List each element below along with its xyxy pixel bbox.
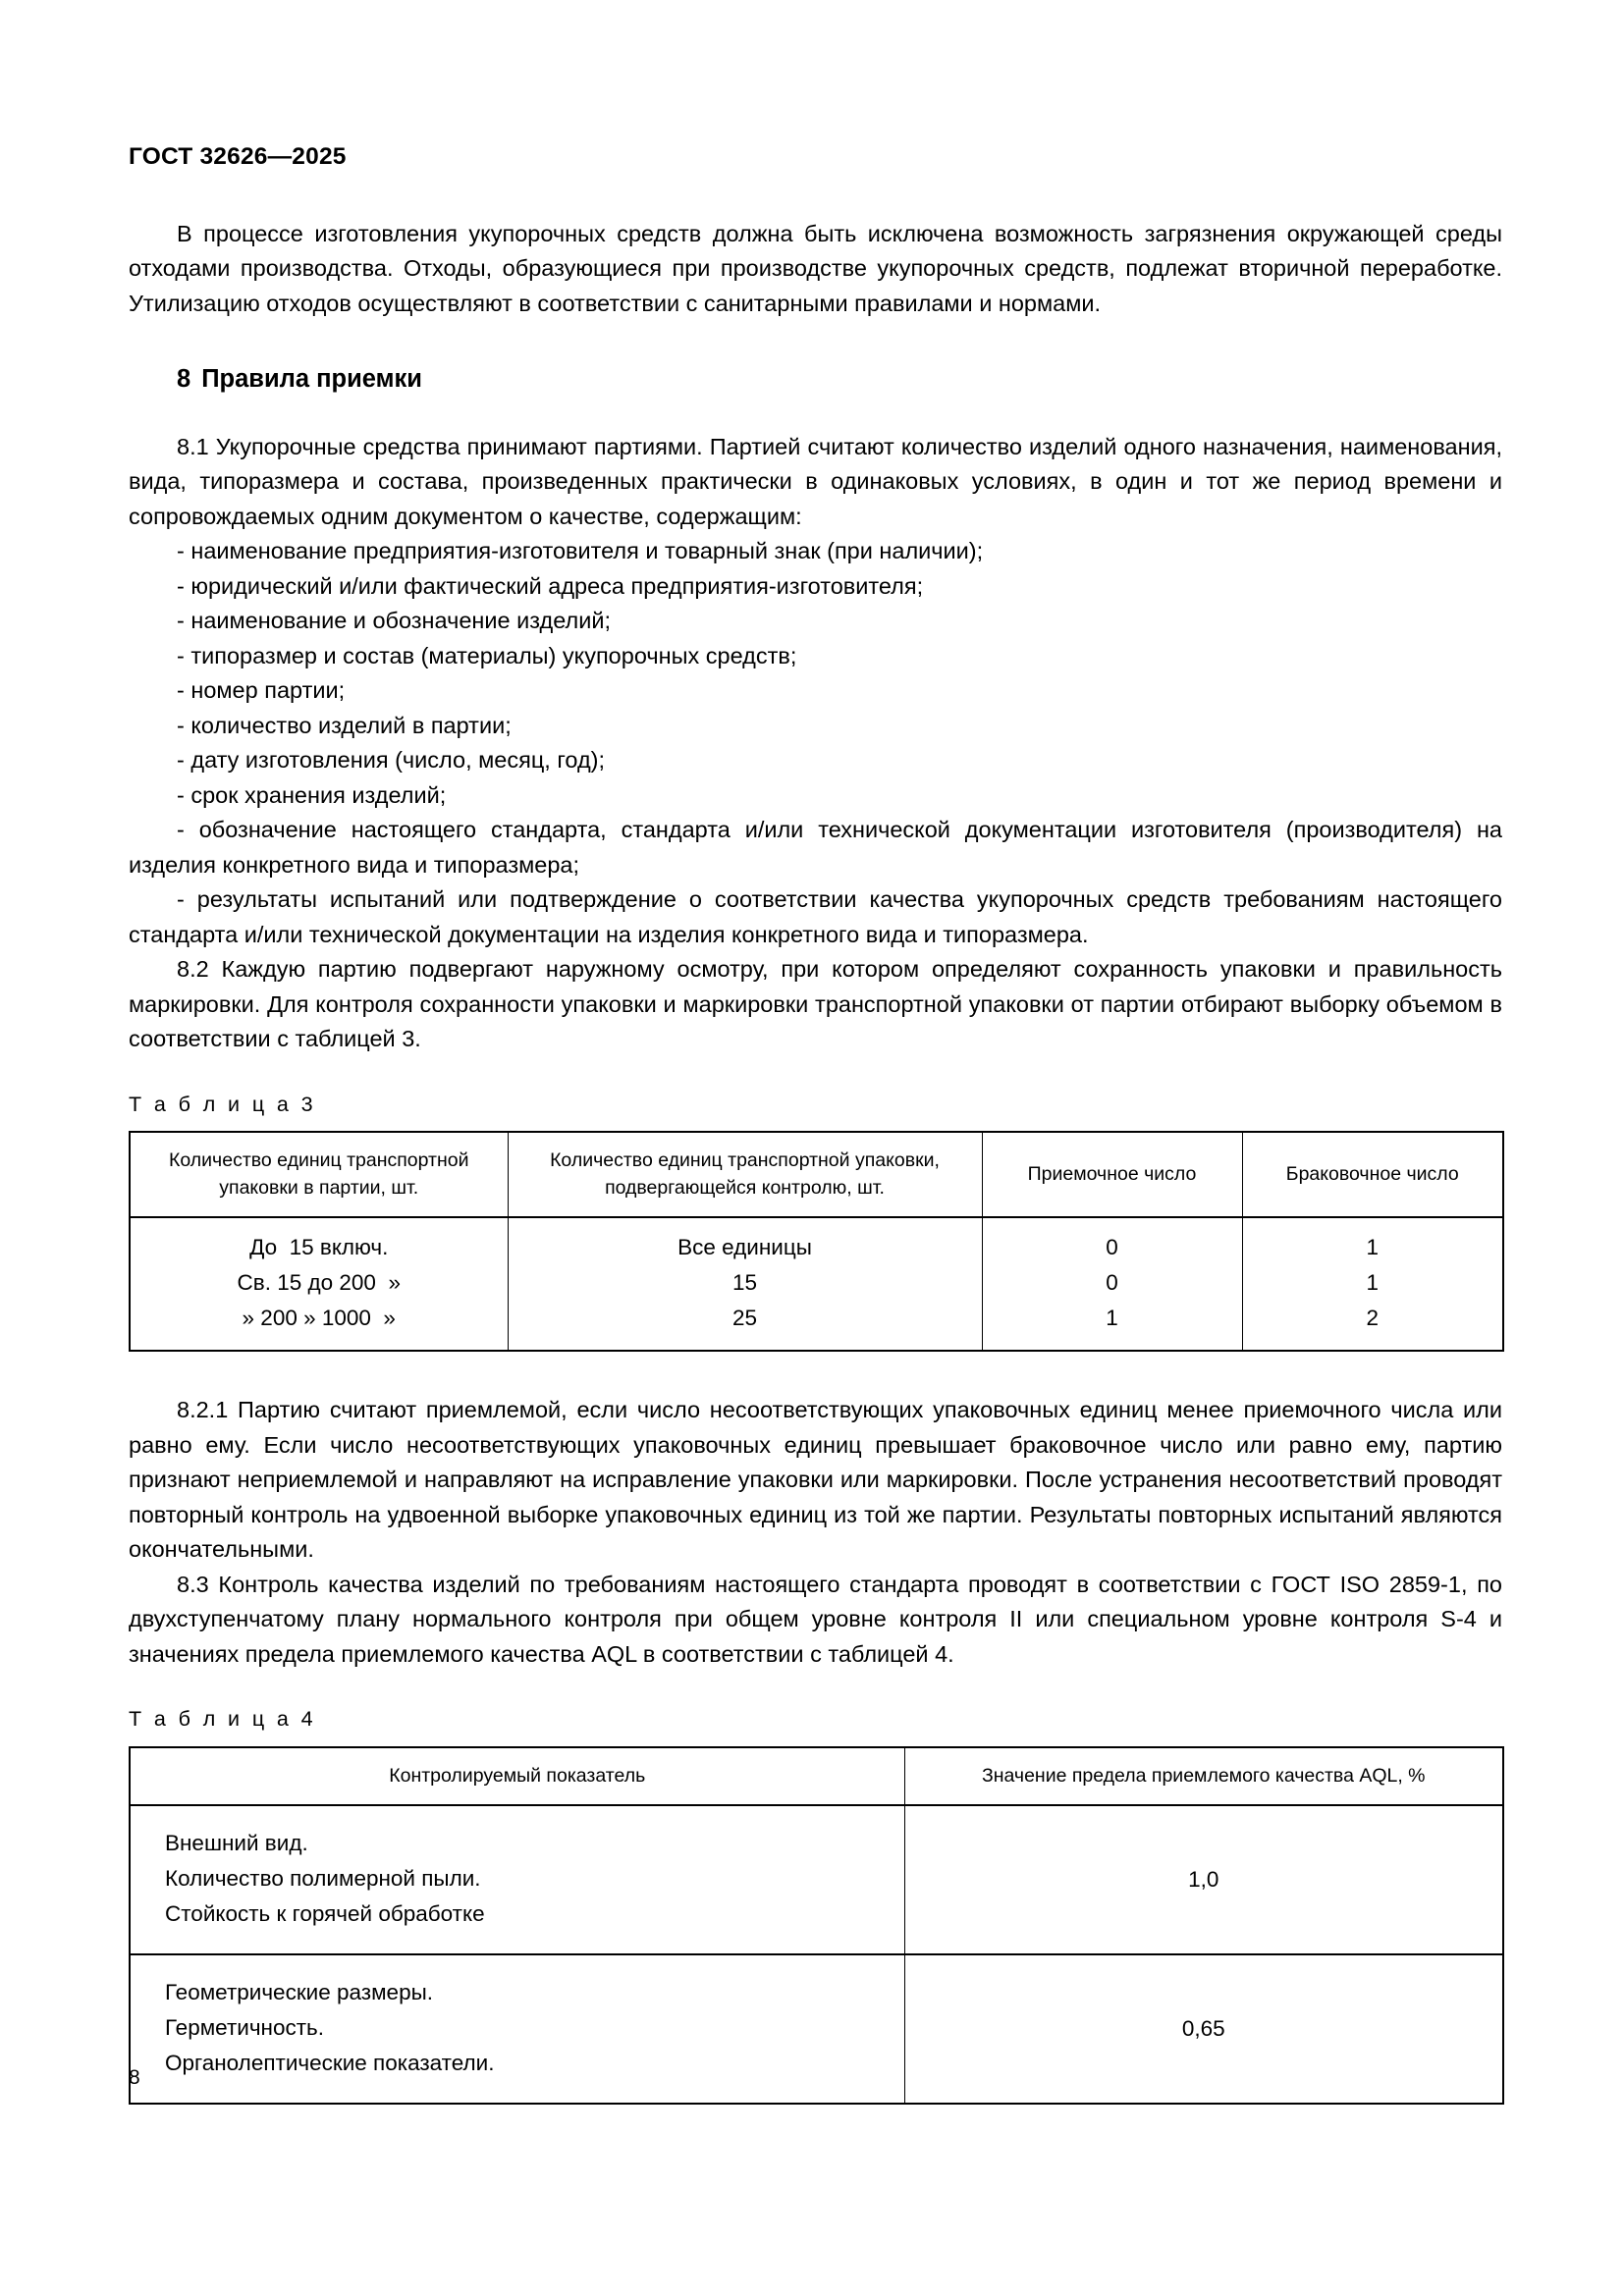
reject-values — [1249, 1230, 1497, 1336]
lot-size-values — [136, 1230, 502, 1336]
table-3-col-reject-number — [1242, 1132, 1503, 1217]
table-4-aql-cell: 0,65 — [904, 1954, 1503, 2104]
cell-line: До 15 включ. — [249, 1235, 389, 1260]
header-line: упаковки в партии, шт. — [219, 1177, 419, 1200]
list-item: - количество изделий в партии; — [177, 712, 512, 738]
section-heading — [129, 364, 1502, 395]
table-4-indicators-cell — [130, 1954, 904, 2104]
indicator-line: Стойкость к горячей обработке — [165, 1901, 485, 1927]
table-row — [130, 1217, 1503, 1351]
header-line: подвергающейся контролю, шт. — [605, 1177, 885, 1200]
cell-line: 1 — [1366, 1270, 1379, 1296]
clause-8-3: 8.3 Контроль качества изделий по требованиям настоящего стандарта проводят в соответствии с ГОСТ ISO 2859-1, по двухступенчатому плану нормального контроля при общем уровне контроля II или специальном уровне контроля S-4 и значениях предела приемлемого качества AQL в соответствии с таблицей 4. — [129, 1571, 1502, 1667]
lot-document-requirements-list — [129, 534, 1502, 952]
header-line: Браковочное — [1285, 1163, 1402, 1186]
table-3-col-sample-size — [508, 1132, 982, 1217]
accept-values — [989, 1230, 1236, 1336]
clause-8-2-1: 8.2.1 Партию считают приемлемой, если число несоответствующих упаковочных единиц менее приемочного числа или равно ему. Если число несоответствующих упаковочных единиц превышает браковочное число или равно ему, партию признают неприемлемой и направляют на исправление упаковки или маркировки. После устранения несоответствий проводят повторный контроль на удвоенной выборке упаковочных единиц из той же партии. Результаты повторных испытаний являются окончательными. — [129, 1397, 1502, 1563]
clause-8-1: 8.1 Укупорочные средства принимают партиями. Партией считают количество изделий одного назначения, наименования, вида, типоразмера и состава, произведенных практически в одинаковых условиях, в один и тот же период времени и сопровождаемых одним документом о качестве, содержащим: — [129, 433, 1502, 529]
table-3-sampling-plan — [129, 1131, 1504, 1352]
cell-line: 0 — [1106, 1270, 1118, 1296]
indicator-line: Геометрические размеры. — [165, 1980, 433, 2005]
indicator-line: Органолептические показатели. — [165, 2051, 495, 2076]
table-3-accept-cell — [982, 1217, 1242, 1351]
sample-size-values — [514, 1230, 976, 1336]
table-4-header-row — [130, 1747, 1503, 1805]
table-4-aql-values — [129, 1746, 1504, 2105]
header-line: Приемочное — [1027, 1163, 1139, 1186]
cell-line: Св. 15 до 200 » — [237, 1270, 401, 1296]
table-4-indicators-cell — [130, 1805, 904, 1954]
list-item: - наименование и обозначение изделий; — [177, 608, 611, 634]
list-item: - юридический и/или фактический адреса предприятия-изготовителя; — [177, 572, 924, 599]
table-3-reject-cell — [1242, 1217, 1503, 1351]
cell-line: Все единицы — [677, 1235, 812, 1260]
cell-line: 2 — [1366, 1306, 1379, 1331]
table-3-lot-size-cell — [130, 1217, 508, 1351]
cell-line: 15 — [731, 1270, 758, 1296]
clause-8-2: 8.2 Каждую партию подвергают наружному осмотру, при котором определяют сохранность упаковки и правильность маркировки. Для контроля сохранности упаковки и маркировки транспортной упаковки от партии отбирают выборку объемом в соответствии с таблицей 3. — [129, 956, 1502, 1052]
table-4-aql-cell: 1,0 — [904, 1805, 1503, 1954]
header-line: Количество единиц транспортной упаковки, — [550, 1149, 940, 1172]
list-item: - срок хранения изделий; — [177, 781, 447, 808]
table-4-col-aql: Значение предела приемлемого качества AQL, % — [904, 1747, 1503, 1805]
page-number: 8 — [129, 2066, 140, 2089]
table-3-col-lot-size — [130, 1132, 508, 1217]
table-3-col-accept-number — [982, 1132, 1242, 1217]
table-4-col-indicator: Контролируемый показатель — [130, 1747, 904, 1805]
list-item: - дату изготовления (число, месяц, год); — [177, 747, 606, 774]
indicator-line: Количество полимерной пыли. — [165, 1866, 481, 1892]
document-header: ГОСТ 32626—2025 — [129, 143, 347, 170]
header-line: число — [1406, 1163, 1459, 1186]
table-row — [130, 1805, 1503, 1954]
cell-line: » 200 » 1000 » — [242, 1306, 396, 1331]
intro-paragraph: В процессе изготовления укупорочных средств должна быть исключена возможность загрязнения окружающей среды отходами производства. Отходы, образующиеся при производстве укупорочных средств, подлежат вторичной переработке. Утилизацию отходов осуществляют в соответствии с санитарными правилами и нормами. — [129, 220, 1502, 316]
table-3-sample-size-cell — [508, 1217, 982, 1351]
section-title: Правила приемки — [201, 365, 422, 393]
table-3-header-row — [130, 1132, 1503, 1217]
section-number: 8 — [177, 365, 191, 393]
list-item: - результаты испытаний или подтверждение о соответствии качества укупорочных средств требованиям настоящего стандарта и/или технической документации на изделия конкретного вида и типоразмера. — [129, 886, 1502, 947]
indicator-line: Герметичность. — [165, 2015, 325, 2041]
cell-line: 0 — [1106, 1235, 1118, 1260]
table-3-caption: Т а б л и ц а 3 — [129, 1092, 317, 1116]
table-row — [130, 1954, 1503, 2104]
indicator-line: Внешний вид. — [165, 1831, 308, 1856]
table-4-caption: Т а б л и ц а 4 — [129, 1707, 317, 1732]
cell-line: 1 — [1106, 1306, 1118, 1331]
list-item: - обозначение настоящего стандарта, стандарта и/или технической документации изготовителя (производителя) на изделия конкретного вида и типоразмера; — [129, 817, 1502, 878]
list-item: - номер партии; — [177, 677, 346, 704]
list-item: - наименование предприятия-изготовителя и товарный знак (при наличии); — [177, 538, 984, 564]
cell-line: 1 — [1366, 1235, 1379, 1260]
header-line: число — [1144, 1163, 1197, 1186]
page-content — [129, 145, 1502, 2105]
cell-line: 25 — [731, 1306, 758, 1331]
list-item: - типоразмер и состав (материалы) укупорочных средств; — [177, 642, 797, 668]
header-line: Количество единиц транспортной — [169, 1149, 469, 1172]
